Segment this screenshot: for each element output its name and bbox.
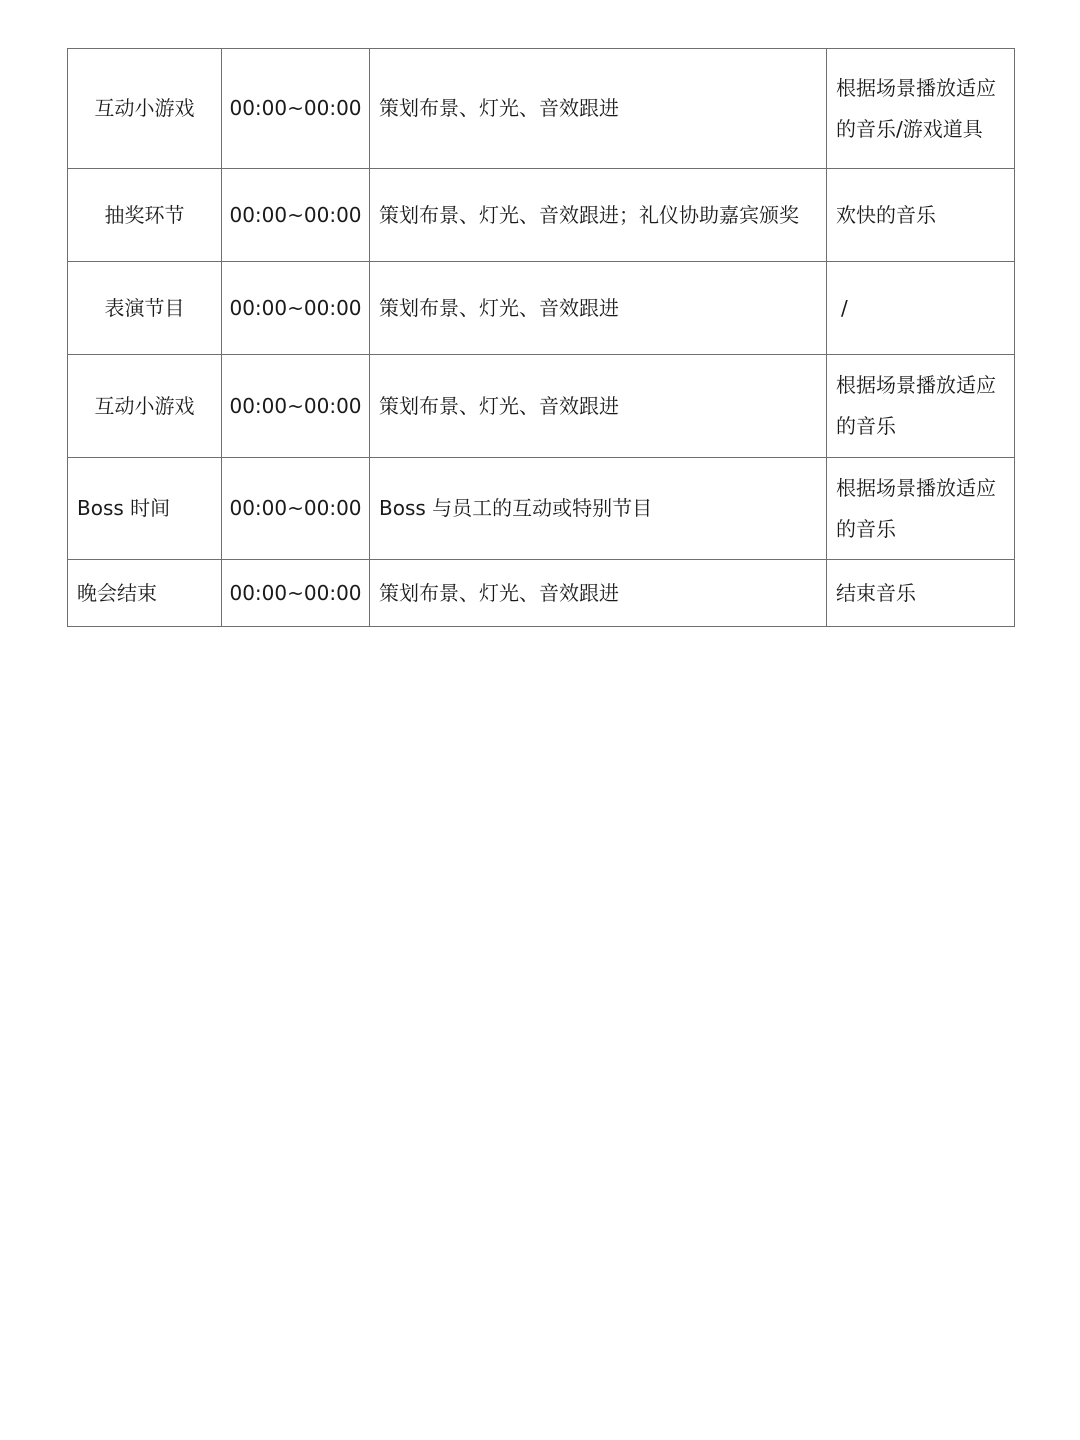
music-cell: 欢快的音乐 — [827, 169, 1015, 262]
music-cell: 结束音乐 — [827, 560, 1015, 627]
music-cell: 根据场景播放适应的音乐 — [827, 458, 1015, 560]
time-cell: 00:00~00:00 — [222, 458, 370, 560]
segment-name-cell: Boss 时间 — [68, 458, 222, 560]
table-row — [68, 560, 1015, 627]
content-cell: 策划布景、灯光、音效跟进；礼仪协助嘉宾颁奖 — [370, 169, 827, 262]
content-cell: 策划布景、灯光、音效跟进 — [370, 355, 827, 458]
time-cell: 00:00~00:00 — [222, 262, 370, 355]
table-row — [68, 262, 1015, 355]
music-cell: 根据场景播放适应的音乐 — [827, 355, 1015, 458]
content-cell: Boss 与员工的互动或特别节目 — [370, 458, 827, 560]
content-cell: 策划布景、灯光、音效跟进 — [370, 560, 827, 627]
table-row — [68, 458, 1015, 560]
content-cell: 策划布景、灯光、音效跟进 — [370, 262, 827, 355]
table-body — [68, 49, 1015, 627]
segment-name-cell: 互动小游戏 — [68, 49, 222, 169]
time-cell: 00:00~00:00 — [222, 355, 370, 458]
event-schedule-table — [67, 48, 1015, 627]
table-row — [68, 355, 1015, 458]
table-row — [68, 49, 1015, 169]
time-cell: 00:00~00:00 — [222, 169, 370, 262]
music-cell: 根据场景播放适应的音乐/游戏道具 — [827, 49, 1015, 169]
table-row — [68, 169, 1015, 262]
segment-name-cell: 互动小游戏 — [68, 355, 222, 458]
content-cell: 策划布景、灯光、音效跟进 — [370, 49, 827, 169]
segment-name-cell: 晚会结束 — [68, 560, 222, 627]
time-cell: 00:00~00:00 — [222, 49, 370, 169]
music-cell: / — [827, 262, 1015, 355]
segment-name-cell: 抽奖环节 — [68, 169, 222, 262]
segment-name-cell: 表演节目 — [68, 262, 222, 355]
time-cell: 00:00~00:00 — [222, 560, 370, 627]
